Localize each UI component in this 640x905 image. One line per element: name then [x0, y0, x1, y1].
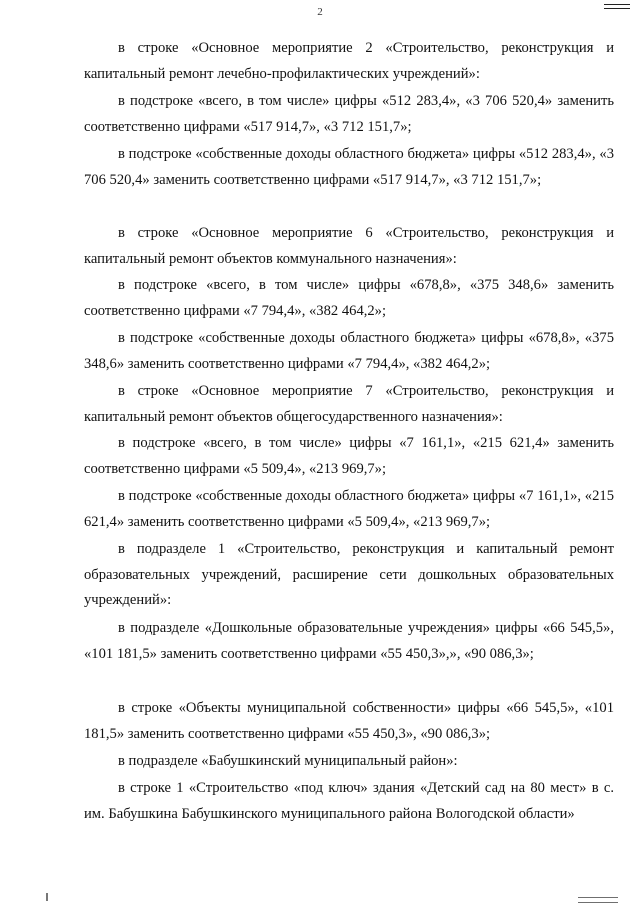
paragraph-1: в строке «Основное мероприятие 2 «Строительство, реконструкция и капитальный ремонт лечебно-профилактических учреждений»: [84, 40, 614, 82]
paragraph-4: в строке «Основное мероприятие 6 «Строительство, реконструкция и капитальный ремонт объектов коммунального назначения»: [84, 225, 614, 267]
paragraph-10: в подразделе 1 «Строительство, реконструкция и капитальный ремонт образовательных учреждений, расширение сети дошкольных образовательных учреждений»: [84, 541, 614, 608]
paragraph-14: в строке 1 «Строительство «под ключ» здания «Детский сад на 80 мест» в с. им. Бабушкина Бабушкинского муниципального района Вологодской области» [84, 780, 614, 822]
paragraph-2: в подстроке «всего, в том числе» цифры «512 283,4», «3 706 520,4» заменить соответственно цифрами «517 914,7», «3 712 151,7»; [84, 93, 614, 135]
paragraph-13: в подразделе «Бабушкинский муниципальный район»: [118, 753, 458, 769]
paragraph-12: в строке «Объекты муниципальной собственности» цифры «66 545,5», «101 181,5» заменить соответственно цифрами «55 450,3», «90 086,3»; [84, 700, 614, 742]
paragraph-8: в подстроке «всего, в том числе» цифры «7 161,1», «215 621,4» заменить соответственно цифрами «5 509,4», «213 969,7»; [84, 435, 614, 477]
scan-mark-bottom-left [46, 893, 48, 901]
paragraph-6: в подстроке «собственные доходы областного бюджета» цифры «678,8», «375 348,6» заменить соответственно цифрами «7 794,4», «382 464,2»; [84, 330, 614, 372]
paragraph-9: в подстроке «собственные доходы областного бюджета» цифры «7 161,1», «215 621,4» заменить соответственно цифрами «5 509,4», «213 969,7»; [84, 488, 614, 530]
paragraph-3: в подстроке «собственные доходы областного бюджета» цифры «512 283,4», «3 706 520,4» заменить соответственно цифрами «517 914,7», «3 712 151,7»; [84, 146, 614, 188]
paragraph-11: в подразделе «Дошкольные образовательные учреждения» цифры «66 545,5», «101 181,5» заменить соответственно цифрами «55 450,3»,», «90 086,3»; [84, 620, 614, 662]
scan-mark-bottom-right [578, 897, 618, 903]
page-number: 2 [317, 6, 323, 18]
paragraph-7: в строке «Основное мероприятие 7 «Строительство, реконструкция и капитальный ремонт объектов общегосударственного назначения»: [84, 383, 614, 425]
paragraph-5: в подстроке «всего, в том числе» цифры «678,8», «375 348,6» заменить соответственно цифрами «7 794,4», «382 464,2»; [84, 277, 614, 319]
